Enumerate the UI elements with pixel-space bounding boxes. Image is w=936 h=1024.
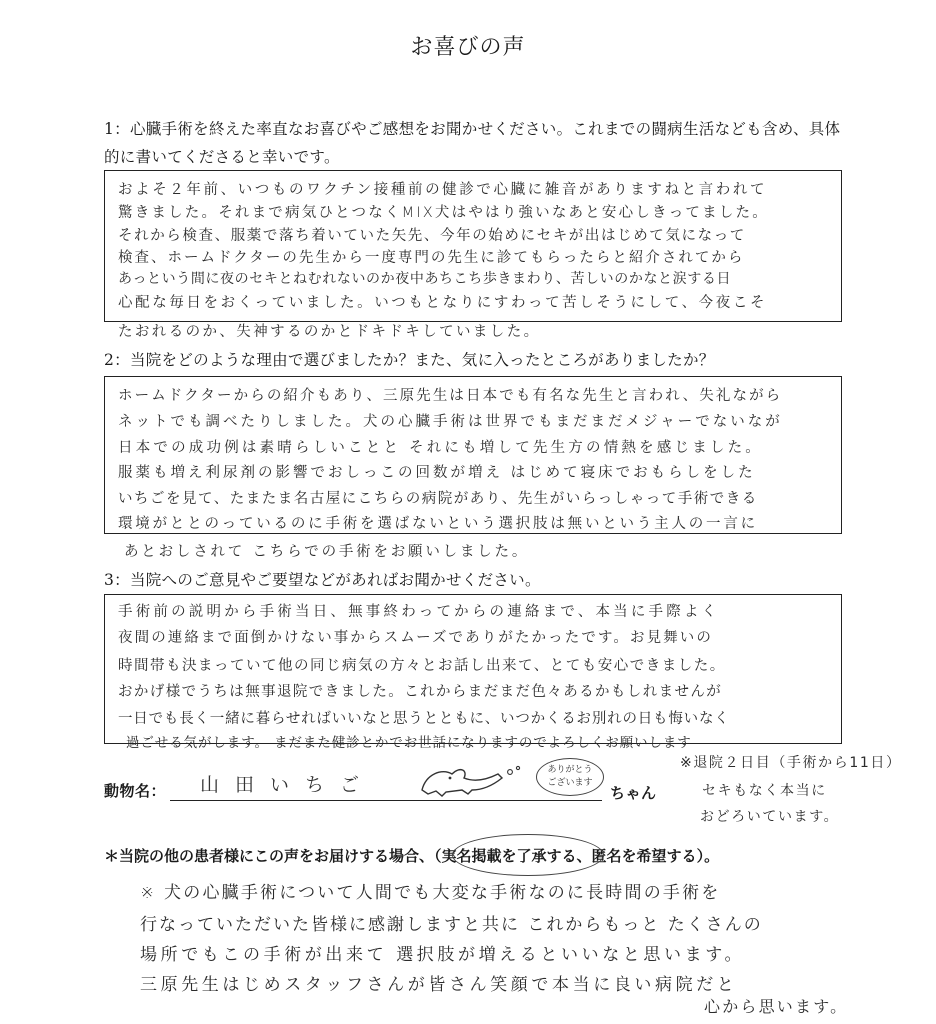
side-note-line-1: ※退院２日目（手術から11日）	[680, 755, 902, 771]
pet-name-suffix: ちゃん	[610, 784, 657, 802]
answer-2-line-6: 環境がととのっているのに手術を選ばないという選択肢は無いという主人の一言に	[118, 516, 758, 532]
bottom-note-line-1: ※ 犬の心臓手術について人間でも大変な手術なのに長時間の手術を	[140, 883, 721, 903]
question-1-line-1: 1：心臓手術を終えた率直なお喜びやご感想をお聞かせください。これまでの闘病生活なども含め、具体	[104, 120, 841, 138]
answer-3-line-5: 一日でも長く一緒に暮らせればいいなと思うとともに、いつかくるお別れの日も悔いなく	[118, 711, 730, 727]
pet-name-label: 動物名：	[104, 782, 167, 800]
answer-2-line-2: ネットでも調べたりしました。犬の心臓手術は世界でもまだまだメジャーでないなが	[118, 414, 783, 430]
answer-2-line-3: 日本での成功例は素晴らしいことと それにも増して先生方の情熱を感じました。	[118, 440, 764, 456]
answer-1-line-5: あっという間に夜のセキとねむれないのか夜中あちこち歩きまわり、苦しいのかなと涙する日	[118, 271, 732, 287]
answer-1-line-4: 検査、ホームドクターの先生から一度専門の先生に診てもらったらと紹介されてから	[118, 250, 745, 266]
bottom-note-line-5: 心から思います。	[704, 997, 849, 1016]
page-title: お喜びの声	[410, 35, 526, 60]
bottom-note-line-2: 行なっていただいた皆様に感謝しますと共に これからもっと たくさんの	[140, 915, 763, 935]
question-3: 3：当院へのご意見やご要望などがあればお聞かせください。	[104, 571, 541, 589]
answer-3-line-3: 時間帯も決まっていて他の同じ病気の方々とお話し出来て、とても安心できました。	[118, 658, 726, 674]
answer-2-line-1: ホームドクターからの紹介もあり、三原先生は日本でも有名な先生と言われ、失礼ながら	[118, 388, 783, 404]
answer-1-line-2: 驚きました。それまで病気ひとつなくMIX犬はやはり強いなあと安心しきってました。	[118, 205, 769, 221]
consent-prefix: ＊当院の他の患者様にこの声をお届けする場合、（	[104, 847, 442, 865]
pet-name: 山田いちご	[200, 774, 376, 796]
answer-2-line-4: 服薬も増え利尿剤の影響でおしっこの回数が増え はじめて寝床でおもらしをした	[118, 465, 756, 481]
pet-name-underline	[170, 800, 602, 801]
question-1	[104, 115, 844, 171]
answer-1-line-6: 心配な毎日をおくっていました。いつもとなりにすわって苦しそうにして、今夜こそ	[118, 295, 768, 311]
question-1-line-2: 的に書いてくださると幸いです。	[104, 148, 340, 166]
thanks-note-line-2: ございます	[547, 778, 593, 788]
answer-1-line-7: たおれるのか、失神するのかとドキドキしていました。	[118, 324, 541, 340]
answer-1-line-1: およそ２年前、いつものワクチン接種前の健診で心臓に雑音がありますねと言われて	[118, 182, 768, 198]
answer-3-line-1: 手術前の説明から手術当日、無事終わってからの連絡まで、本当に手際よく	[118, 604, 720, 620]
side-note-line-2: セキもなく本当に	[702, 783, 827, 799]
consent-suffix: ）。	[696, 847, 720, 865]
consent-option-accept[interactable]: 実名掲載を了承する	[441, 847, 577, 865]
dog-doodle-icon	[412, 760, 524, 802]
answer-2-line-7: あとおしされて こちらでの手術をお願いしました。	[124, 544, 530, 560]
bottom-note-line-4: 三原先生はじめスタッフさんが皆さん笑顔で本当に良い病院だと	[140, 975, 738, 995]
answer-1-line-3: それから検査、服薬で落ち着いていた矢先、今年の始めにセキが出はじめて気になって	[118, 228, 746, 244]
question-2: 2：当院をどのような理由で選びましたか？また、気に入ったところがありましたか？	[104, 351, 715, 369]
consent-circle-mark	[452, 834, 604, 876]
answer-3-line-6: 過ごせる気がします。 まだまた健診とかでお世話になりますのでよろしくお願いします	[126, 735, 692, 751]
consent-notice	[104, 845, 719, 866]
thanks-note-line-1: ありがとう	[547, 765, 593, 775]
consent-option-anonymous[interactable]: 匿名を希望する	[591, 847, 697, 865]
bottom-note-line-3: 場所でもこの手術が出来て 選択肢が増えるといいなと思います。	[140, 945, 746, 965]
side-note-line-3: おどろいています。	[700, 809, 840, 825]
answer-3-line-4: おかげ様でうちは無事退院できました。これからまだまだ色々あるかもしれませんが	[118, 684, 723, 700]
answer-2-line-5: いちごを見て、たまたま名古屋にこちらの病院があり、先生がいらっしゃって手術できる	[118, 491, 758, 507]
consent-separator: 、	[576, 847, 592, 865]
thanks-speech-bubble	[536, 758, 604, 796]
answer-3-line-2: 夜間の連絡まで面倒かけない事からスムーズでありがたかったです。お見舞いの	[118, 630, 713, 646]
